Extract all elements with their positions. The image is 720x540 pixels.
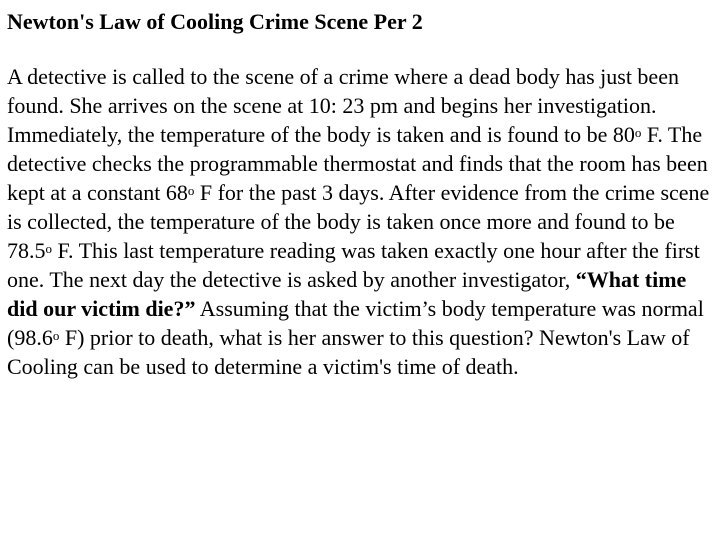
degree-mark: o xyxy=(187,183,195,198)
text-segment: F. This last temperature reading was taken exactly one hour after the first one. The next day the detective is asked by another investigator, xyxy=(7,238,700,292)
text-segment: Assuming that the victim’s body temperature was normal (98.6 xyxy=(7,296,704,350)
bold-question: “What time did our victim die?” xyxy=(7,267,687,321)
text-segment: A detective is called to the scene of a crime where a dead body has just been found. She arrives on the scene at 10: 23 pm and begins her investigation. Immediately, the temperature of the body is taken and is found to be 80 xyxy=(7,64,679,147)
text-segment: F) prior to death, what is her answer to this question? Newton's Law of Cooling can be used to determine a victim's time of death. xyxy=(7,325,690,379)
text-segment: F. The detective checks the programmable thermostat and finds that the room has been kept at a constant 68 xyxy=(7,122,708,205)
degree-mark: o xyxy=(52,328,60,343)
degree-mark: o xyxy=(45,241,52,256)
degree-mark: o xyxy=(634,125,642,140)
slide-title: Newton's Law of Cooling Crime Scene Per 2 xyxy=(7,9,423,34)
text-segment: F for the past 3 days. After evidence from the crime scene is collected, the temperature of the body is taken once more and found to be 78.5 xyxy=(7,180,710,263)
problem-text xyxy=(7,62,715,381)
